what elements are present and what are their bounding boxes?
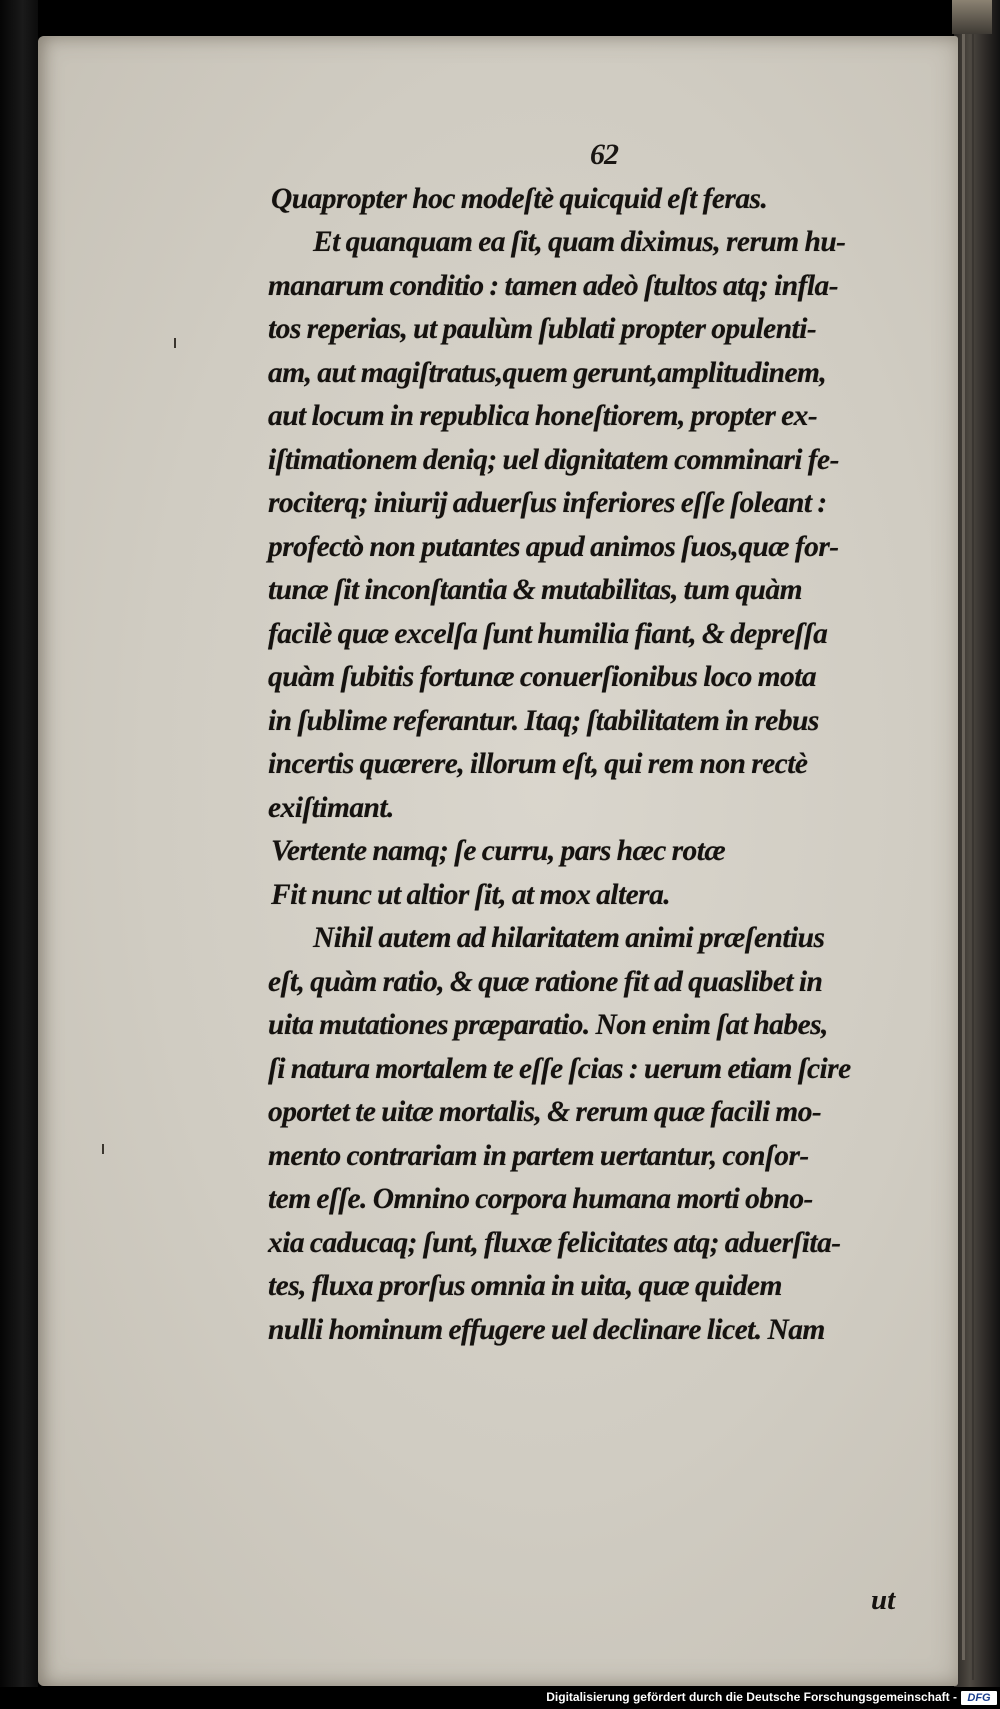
text-line: tos reperias, ut paulùm ſublati propter opulenti- [268, 313, 817, 345]
text-line: nulli hominum effugere uel declinare licet. Nam [268, 1314, 825, 1346]
text-line: xia caducaq; ſunt, fluxæ felicitates atq; aduerſita- [268, 1227, 841, 1259]
text-line: Quapropter hoc modeſtè quicquid eſt feras. [271, 183, 768, 215]
book-page-edges [954, 0, 1000, 1709]
catchword: ut [871, 1584, 896, 1616]
text-line: profectò non putantes apud animos ſuos,quæ for- [268, 531, 839, 563]
text-line: Et quanquam ea ſit, quam diximus, rerum hu- [313, 226, 846, 258]
text-line: iſtimationem deniq; uel dignitatem comminari fe- [268, 444, 839, 476]
dfg-logo: DFG [961, 1691, 997, 1705]
text-line: oportet te uitæ mortalis, & rerum quæ facili mo- [268, 1096, 822, 1128]
text-line: rociterq; iniurij aduerſus inferiores eſſe ſoleant : [268, 487, 827, 519]
verse-line: Fit nunc ut altior ſit, at mox altera. [271, 879, 671, 911]
text-line: incertis quærere, illorum eſt, qui rem non rectè [268, 748, 808, 780]
digitization-credit: Digitalisierung gefördert durch die Deutsche Forschungsgemeinschaft - [546, 1690, 957, 1704]
text-line: tes, fluxa prorſus omnia in uita, quæ quidem [268, 1270, 782, 1302]
margin-mark [102, 1144, 104, 1154]
text-line: in ſublime referantur. Itaq; ſtabilitatem in rebus [268, 705, 819, 737]
text-line: quàm ſubitis fortunæ conuerſionibus loco mota [268, 661, 817, 693]
text-line: am, aut magiſtratus,quem gerunt,amplitudinem, [268, 357, 827, 389]
text-line: facilè quæ excelſa ſunt humilia fiant, & depreſſa [268, 618, 828, 650]
text-line: Nihil autem ad hilaritatem animi præſentius [313, 922, 825, 954]
text-line: mento contrariam in partem uertantur, conſor- [268, 1140, 809, 1172]
text-line: tem eſſe. Omnino corpora humana morti obno- [268, 1183, 813, 1215]
text-line: exiſtimant. [268, 792, 394, 824]
text-line: manarum conditio : tamen adeò ſtultos atq; infla- [268, 270, 839, 302]
text-line: aut locum in republica honeſtiorem, propter ex- [268, 400, 818, 432]
text-line: tunæ ſit inconſtantia & mutabilitas, tum quàm [268, 574, 802, 606]
text-line: eſt, quàm ratio, & quæ ratione fit ad quaslibet in [268, 966, 823, 998]
book-binding [0, 0, 38, 1709]
text-line: uita mutationes præparatio. Non enim ſat habes, [268, 1009, 828, 1041]
text-line: ſi natura mortalem te eſſe ſcias : uerum etiam ſcire [268, 1053, 851, 1085]
margin-mark [174, 338, 176, 348]
footer-bar [0, 1687, 1000, 1709]
book-top-edge [952, 0, 992, 34]
verse-line: Vertente namq; ſe curru, pars hæc rotæ [271, 835, 726, 867]
page-number: 62 [590, 138, 618, 171]
